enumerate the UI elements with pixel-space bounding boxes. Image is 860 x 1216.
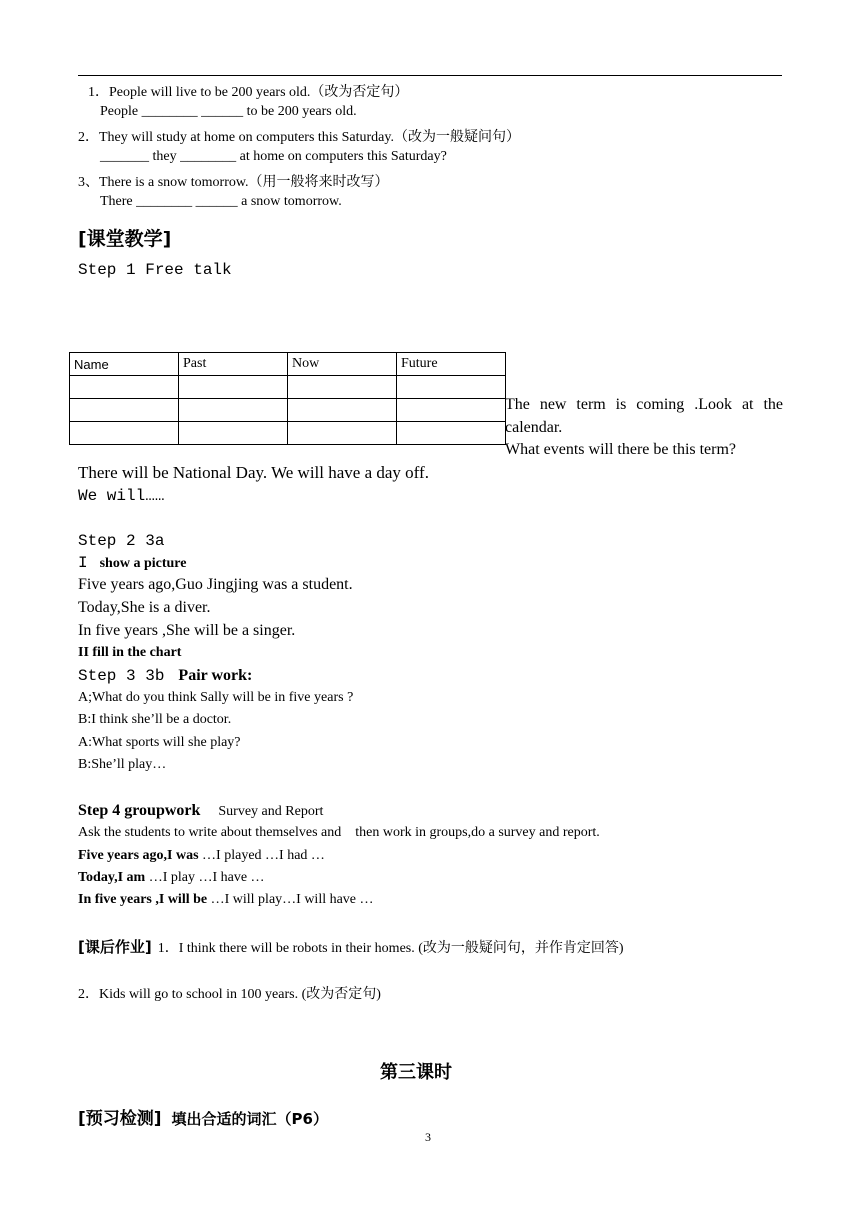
table-cell bbox=[179, 422, 288, 445]
survey-line bbox=[78, 892, 374, 908]
exercise-1-question: 1．People will live to be 200 years old.（改为否定句） bbox=[88, 85, 409, 100]
step2-line: Five years ago,Guo Jingjing was a student. bbox=[78, 576, 353, 593]
survey-line-lead: Five years ago,I was bbox=[78, 848, 199, 863]
step3-heading bbox=[78, 667, 252, 685]
table-cell bbox=[397, 376, 506, 399]
classroom-heading: [课堂教学] bbox=[78, 228, 172, 250]
step1-heading: Step 1 Free talk bbox=[78, 261, 232, 279]
step4-subtitle: Survey and Report bbox=[218, 804, 324, 819]
exercise-2-answer-line: _______ they ________ at home on computers this Saturday? bbox=[100, 149, 447, 164]
table-row bbox=[70, 399, 506, 422]
survey-line-lead: Today,I am bbox=[78, 870, 146, 885]
exercise-2-question: 2．They will study at home on computers this Saturday.（改为一般疑问句） bbox=[78, 130, 520, 145]
step2-part1-label: show a picture bbox=[99, 556, 187, 571]
step2-line: Today,She is a diver. bbox=[78, 599, 211, 616]
homework-question-2: 2．Kids will go to school in 100 years. (改为否定句) bbox=[78, 987, 381, 1002]
step4-instruction: Ask the students to write about themselves and then work in groups,do a survey and report. bbox=[78, 825, 600, 840]
table-cell bbox=[288, 399, 397, 422]
step4-heading bbox=[78, 802, 323, 820]
step3-pair-work: Pair work: bbox=[178, 667, 253, 684]
top-rule bbox=[78, 75, 782, 76]
homework-line-1 bbox=[78, 936, 624, 957]
dialogue-line: B:She’ll play… bbox=[78, 757, 167, 772]
survey-line-lead: In five years ,I will be bbox=[78, 892, 208, 907]
table-header-name: Name bbox=[70, 353, 179, 376]
calendar-prompt-line-1: The new term is coming .Look at the calendar. bbox=[505, 396, 783, 436]
table-cell bbox=[288, 422, 397, 445]
table-header-now: Now bbox=[288, 353, 397, 376]
exercise-3-question: 3、There is a snow tomorrow.（用一般将来时改写） bbox=[78, 175, 389, 190]
survey-line bbox=[78, 848, 325, 864]
step2-line: In five years ,She will be a singer. bbox=[78, 622, 296, 639]
table-cell bbox=[70, 399, 179, 422]
national-day-sentence: There will be National Day. We will have a day off. bbox=[78, 463, 429, 482]
exercise-1-answer-line: People ________ ______ to be 200 years old. bbox=[100, 104, 357, 119]
step4-label: Step 4 groupwork bbox=[78, 802, 201, 819]
step2-part1-number: I bbox=[78, 554, 88, 572]
survey-line bbox=[78, 870, 265, 886]
survey-line-rest: …I will play…I will have … bbox=[207, 892, 374, 907]
table-cell bbox=[397, 422, 506, 445]
exercise-3-answer-line: There ________ ______ a snow tomorrow. bbox=[100, 194, 342, 209]
step3-prefix: Step 3 3b bbox=[78, 667, 165, 685]
table-header-row bbox=[70, 353, 506, 376]
page-number: 3 bbox=[425, 1130, 431, 1144]
calendar-prompt-line-2: What events will there be this term? bbox=[505, 441, 737, 458]
lesson-title: 第三课时 bbox=[380, 1062, 452, 1083]
table-header-past: Past bbox=[179, 353, 288, 376]
dialogue-line: A;What do you think Sally will be in five years ? bbox=[78, 690, 354, 705]
step2-part2: II fill in the chart bbox=[78, 645, 182, 660]
past-now-future-table bbox=[69, 352, 506, 445]
survey-line-rest: …I play …I have … bbox=[145, 870, 265, 885]
step2-heading: Step 2 3a bbox=[78, 532, 165, 550]
we-will-line: We will…… bbox=[78, 487, 165, 505]
table-cell bbox=[179, 376, 288, 399]
table-header-future: Future bbox=[397, 353, 506, 376]
table-cell bbox=[70, 376, 179, 399]
table-cell bbox=[288, 376, 397, 399]
dialogue-line: A:What sports will she play? bbox=[78, 735, 241, 750]
table-cell bbox=[179, 399, 288, 422]
table-cell bbox=[70, 422, 179, 445]
survey-line-rest: …I played …I had … bbox=[198, 848, 325, 863]
dialogue-line: B:I think she’ll be a doctor. bbox=[78, 712, 232, 727]
homework-heading: [课后作业] bbox=[78, 938, 152, 956]
calendar-prompt bbox=[505, 394, 783, 462]
preview-line bbox=[78, 1104, 328, 1129]
homework-question-1: 1．I think there will be robots in their homes. (改为一般疑问句，并作肯定回答) bbox=[157, 941, 624, 956]
preview-heading: [预习检测] bbox=[78, 1109, 162, 1129]
table-row bbox=[70, 376, 506, 399]
step2-part1 bbox=[78, 554, 186, 572]
preview-text: 填出合适的词汇（P6） bbox=[171, 1110, 328, 1128]
table-cell bbox=[397, 399, 506, 422]
table-row bbox=[70, 422, 506, 445]
